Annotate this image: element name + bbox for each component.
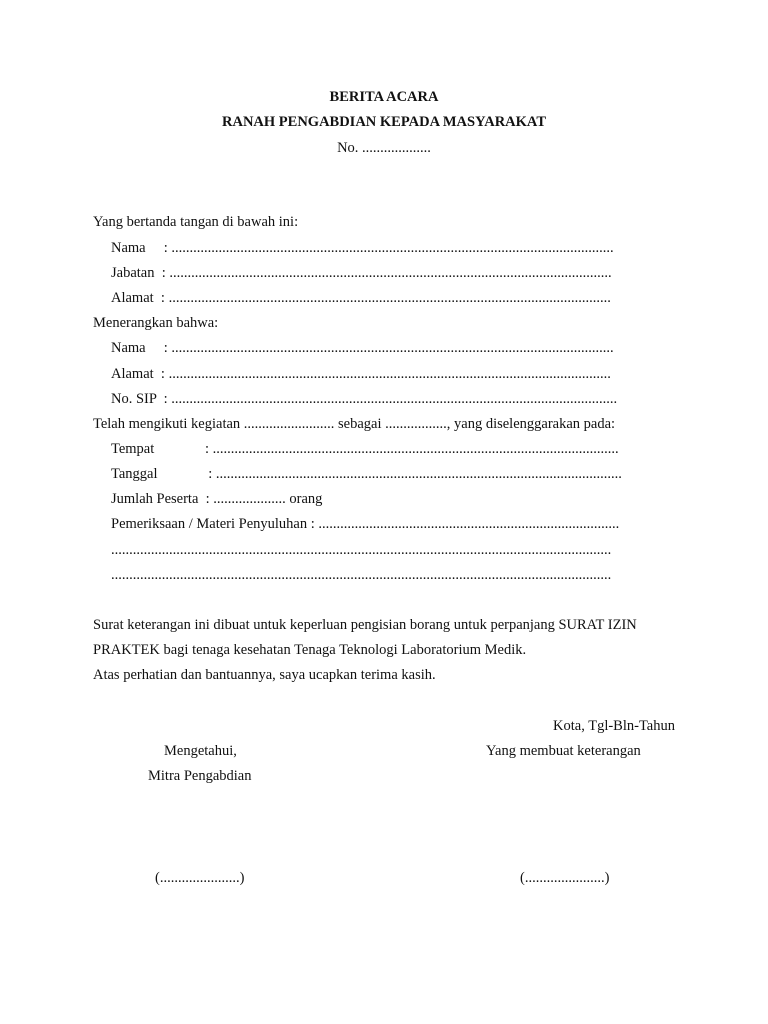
activity-tanggal-field: Tanggal : ................................................................................................................ [111,466,622,482]
right-signature-blank: (......................) [520,870,610,886]
statement-intro: Menerangkan bahwa: [93,315,219,331]
signer-nama-field: Nama : .......................................................................................................................... [111,240,614,256]
activity-jumlah-field: Jumlah Peserta : .................... orang [111,491,323,507]
left-signer-label: Mengetahui, [164,743,237,759]
document-subtitle: RANAH PENGABDIAN KEPADA MASYARAKAT [222,114,546,130]
closing-line-3: Atas perhatian dan bantuannya, saya ucapkan terima kasih. [93,667,436,683]
activity-tempat-field: Tempat : ................................................................................................................ [111,441,619,457]
subject-sip-field: No. SIP : ........................................................................................................................... [111,391,618,407]
document-title: BERITA ACARA [329,89,439,105]
subject-alamat-field: Alamat : .......................................................................................................................... [111,366,611,382]
signer-jabatan-field: Jabatan : .......................................................................................................................... [111,265,612,281]
signer-alamat-field: Alamat : .......................................................................................................................... [111,290,611,306]
place-date: Kota, Tgl-Bln-Tahun [553,718,675,734]
subject-nama-field: Nama : .......................................................................................................................... [111,340,614,356]
activity-materi-field: Pemeriksaan / Materi Penyuluhan : ................................................................................... [111,516,620,532]
left-signer-role: Mitra Pengabdian [148,768,252,784]
activity-dots-line-1: .......................................................................................................................................... [111,542,612,558]
document-number: No. ................... [337,140,431,156]
closing-line-1: Surat keterangan ini dibuat untuk keperluan pengisian borang untuk perpanjang SURAT IZIN [93,617,637,633]
activity-dots-line-2: .......................................................................................................................................... [111,567,612,583]
activity-intro: Telah mengikuti kegiatan ......................... sebagai ................., yang diselenggarakan pada: [93,416,616,432]
closing-line-2: PRAKTEK bagi tenaga kesehatan Tenaga Teknologi Laboratorium Medik. [93,642,527,658]
right-signer-label: Yang membuat keterangan [486,743,641,759]
signer-intro: Yang bertanda tangan di bawah ini: [93,214,299,230]
left-signature-blank: (......................) [155,870,245,886]
